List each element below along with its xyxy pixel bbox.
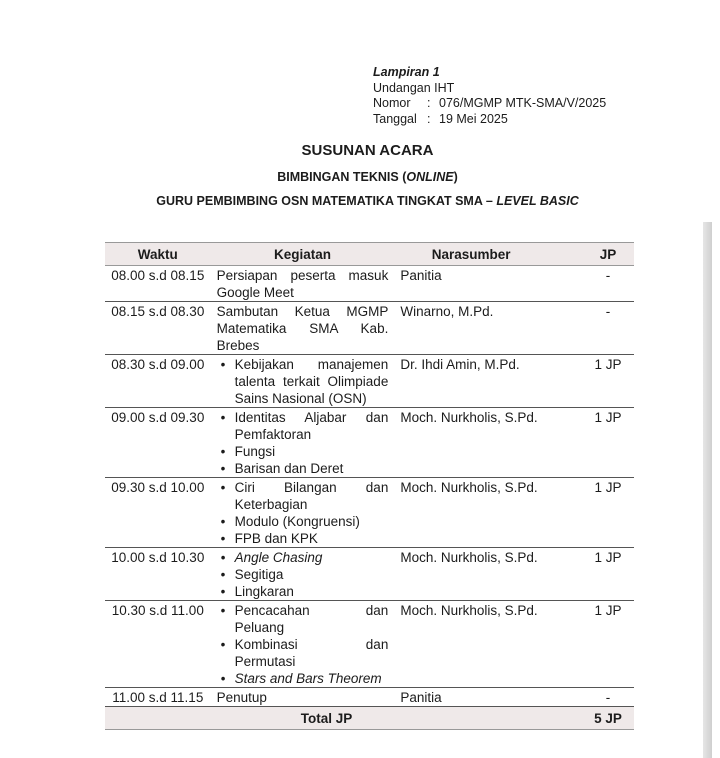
row-activity [211, 601, 395, 688]
col-kegiatan: Kegiatan [211, 243, 395, 266]
col-waktu: Waktu [105, 243, 211, 266]
number-label: Nomor [373, 96, 411, 110]
row-speaker: Dr. Ihdi Amin, M.Pd. [394, 355, 548, 408]
row-jp: - [548, 302, 634, 355]
date-row [373, 112, 606, 128]
topic-item: • Modulo (Kongruensi) [217, 513, 389, 530]
subtitle-bimtek-text: BIMBINGAN TEKNIS ( [277, 170, 407, 184]
table-row [105, 408, 634, 478]
row-speaker: Winarno, M.Pd. [394, 302, 548, 355]
row-speaker: Panitia [394, 688, 548, 707]
row-activity [211, 548, 395, 601]
topic-list [217, 356, 389, 407]
row-jp: 1 JP [548, 548, 634, 601]
attachment-label: Lampiran 1 [373, 65, 440, 79]
topic-item: • Kebijakan manajemen talenta terkait Olimpiade Sains Nasional (OSN) [217, 356, 389, 407]
topic-item: • Lingkaran [217, 583, 389, 600]
row-speaker: Moch. Nurkholis, S.Pd. [394, 478, 548, 548]
table-row [105, 688, 634, 707]
row-time: 10.30 s.d 11.00 [105, 601, 211, 688]
total-value: 5 JP [548, 707, 634, 730]
row-speaker: Panitia [394, 266, 548, 302]
topic-list [217, 479, 389, 547]
topic-item: • Ciri Bilangan dan Keterbagian [217, 479, 389, 513]
table-row [105, 478, 634, 548]
row-activity: Persiapan peserta masuk Google Meet [211, 266, 395, 302]
row-speaker: Moch. Nurkholis, S.Pd. [394, 408, 548, 478]
letter-reference [373, 65, 606, 127]
row-time: 10.00 s.d 10.30 [105, 548, 211, 601]
date-separator: : [427, 111, 431, 126]
date-value: 19 Mei 2025 [439, 111, 508, 126]
table-row [105, 355, 634, 408]
table-row [105, 266, 634, 302]
topic-item: • Fungsi [217, 443, 389, 460]
row-activity [211, 355, 395, 408]
doc-type: Undangan IHT [373, 80, 455, 95]
topic-list [217, 549, 389, 600]
row-speaker: Moch. Nurkholis, S.Pd. [394, 601, 548, 688]
subtitle-bimtek [0, 170, 720, 184]
topic-list [217, 409, 389, 477]
header-row [105, 243, 634, 266]
topic-item: • Angle Chasing [217, 549, 389, 566]
topic-item: • Stars and Bars Theorem [217, 670, 389, 687]
topic-item: • Identitas Aljabar dan Pemfaktoran [217, 409, 389, 443]
col-narasumber: Narasumber [394, 243, 548, 266]
total-row [105, 707, 634, 730]
topic-item: • Barisan dan Deret [217, 460, 389, 477]
schedule-body [105, 266, 634, 707]
total-label: Total JP [105, 707, 548, 730]
subtitle-participants [0, 194, 720, 208]
row-jp: - [548, 688, 634, 707]
row-time: 08.30 s.d 09.00 [105, 355, 211, 408]
row-time: 08.15 s.d 08.30 [105, 302, 211, 355]
row-activity [211, 478, 395, 548]
page-edge-shadow [703, 222, 712, 758]
subtitle-participants-text: GURU PEMBIMBING OSN MATEMATIKA TINGKAT SMA – [156, 194, 497, 208]
row-jp: 1 JP [548, 355, 634, 408]
row-activity [211, 408, 395, 478]
topic-item: • FPB dan KPK [217, 530, 389, 547]
row-jp: 1 JP [548, 408, 634, 478]
topic-item: • Kombinasi dan Permutasi [217, 636, 389, 670]
number-separator: : [427, 96, 431, 110]
row-jp: 1 JP [548, 478, 634, 548]
row-time: 09.30 s.d 10.00 [105, 478, 211, 548]
table-row [105, 548, 634, 601]
table-row [105, 302, 634, 355]
schedule-table [105, 242, 634, 730]
subtitle-bimtek-end: ) [453, 170, 458, 184]
date-label: Tanggal [373, 111, 417, 126]
subtitle-participants-italic: LEVEL BASIC [496, 194, 579, 208]
row-jp: 1 JP [548, 601, 634, 688]
row-activity: Sambutan Ketua MGMP Matematika SMA Kab. Brebes [211, 302, 395, 355]
row-time: 09.00 s.d 09.30 [105, 408, 211, 478]
number-row [373, 96, 606, 112]
schedule-footer [105, 707, 634, 730]
row-time: 11.00 s.d 11.15 [105, 688, 211, 707]
col-jp: JP [548, 243, 634, 266]
topic-list [217, 602, 389, 687]
topic-item: • Segitiga [217, 566, 389, 583]
number-value: 076/MGMP MTK-SMA/V/2025 [439, 96, 607, 110]
row-activity: Penutup [211, 688, 395, 707]
subtitle-bimtek-italic: ONLINE [406, 170, 454, 184]
schedule-header [105, 243, 634, 266]
row-jp: - [548, 266, 634, 302]
page-title: SUSUNAN ACARA [301, 142, 434, 159]
table-row [105, 601, 634, 688]
topic-item: • Pencacahan dan Peluang [217, 602, 389, 636]
row-time: 08.00 s.d 08.15 [105, 266, 211, 302]
row-speaker: Moch. Nurkholis, S.Pd. [394, 548, 548, 601]
